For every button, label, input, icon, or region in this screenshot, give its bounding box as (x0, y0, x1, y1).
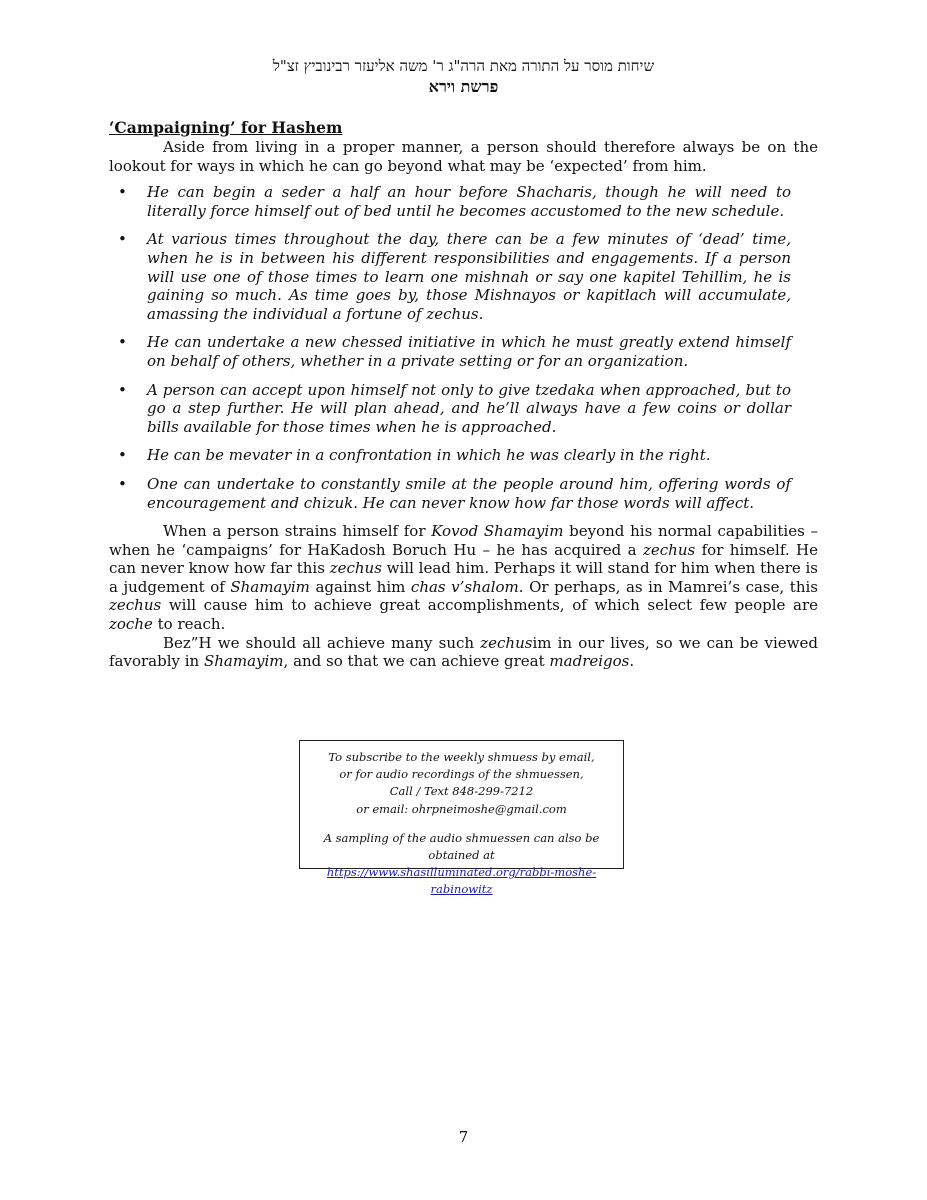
subscribe-box (299, 740, 624, 897)
page-number: 7 (458, 1128, 469, 1146)
section-title: ‘Campaigning’ for Hashem (109, 118, 343, 137)
intro-paragraph: Aside from living in a proper manner, a person should therefore always be on the lookout for ways in which he can go beyond what may be ‘expected’ from him. (109, 138, 818, 175)
subscribe-line: or for audio recordings of the shmuessen, (339, 767, 584, 782)
header-line-1: שיחות מוסר על התורה מאת הרה"ג ר' משה אליעזר רבינוביץ זצ"ל (272, 57, 655, 75)
bullet-item: • He can undertake a new chessed initiative in which he must greatly extend himself on behalf of others, whether in a private setting or for an organization. (109, 333, 818, 370)
main-content (109, 118, 818, 671)
body-paragraph-3: Bez”H we should all achieve many such zechusim in our lives, so we can be viewed favorably in Shamayim, and so that we can achieve great madreigos. (109, 633, 818, 671)
page-header (0, 56, 927, 98)
bullet-item: • He can be mevater in a confrontation in which he was clearly in the right. (109, 446, 818, 465)
body-paragraph-2: When a person strains himself for Kovod Shamayim beyond his normal capabilities – when he ‘campaigns’ for HaKadosh Boruch Hu – he has acquired a zechus for himself. He can never know how far this zechus will lead him. Perhaps it will stand for him when there is a judgement of Shamayim against him chas v’shalom. Or perhaps, as in Mamrei’s case, this zechus will cause him to achieve great accomplishments, of which select few people are zoche to reach. (109, 522, 819, 634)
subscribe-email: or email: ohrpneimoshe@gmail.com (356, 801, 567, 816)
audio-link[interactable]: https://www.shasilluminated.org/rabbi-moshe-rabinowitz (326, 865, 597, 897)
bullet-item: • A person can accept upon himself not only to give tzedaka when approached, but to go a step further. He will plan ahead, and he’ll always have a few coins or dollar bills available for those times when he is approached. (109, 381, 818, 437)
header-parsha: פרשת וירא (428, 77, 499, 96)
subscribe-audio-line: A sampling of the audio shmuessen can also be obtained at (323, 830, 600, 863)
bullet-item: • At various times throughout the day, there can be a few minutes of ‘dead’ time, when he is in between his different responsibilities and engagements. If a person will use one of those times to learn one mishnah or say one kapitel Tehillim, he is gaining so much. As time goes by, those Mishnayos or kapitlach will accumulate, amassing the individual a fortune of zechus. (109, 230, 818, 323)
bullet-list (109, 183, 818, 512)
bullet-item: • He can begin a seder a half an hour before Shacharis, though he will need to literally force himself out of bed until he becomes accustomed to the new schedule. (109, 183, 818, 220)
subscribe-line: To subscribe to the weekly shmuess by email, (328, 750, 595, 764)
bullet-item: • One can undertake to constantly smile at the people around him, offering words of encouragement and chizuk. He can never know how far those words will affect. (109, 475, 818, 512)
subscribe-phone: Call / Text 848-299-7212 (389, 784, 534, 799)
